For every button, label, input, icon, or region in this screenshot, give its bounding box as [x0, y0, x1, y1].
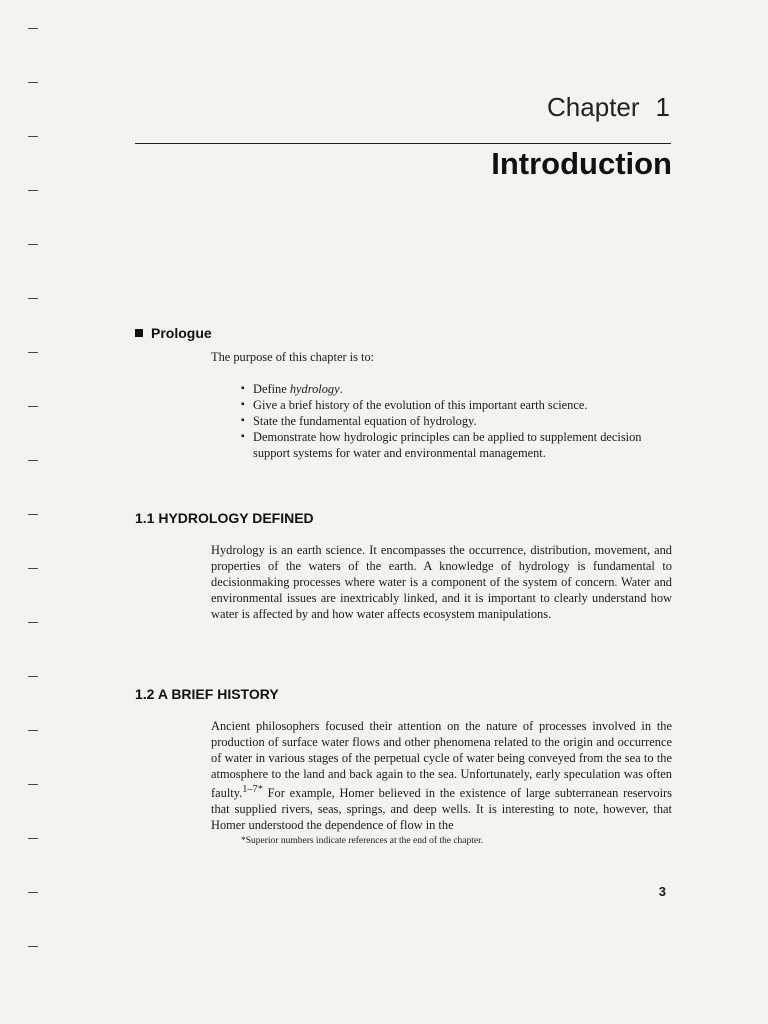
binder-mark: [28, 514, 38, 515]
list-item: [241, 381, 681, 397]
binder-mark: [28, 406, 38, 407]
reference-superscript: 1–7*: [242, 784, 263, 795]
binder-mark: [28, 460, 38, 461]
binder-mark: [28, 676, 38, 677]
binder-mark: [28, 352, 38, 353]
binder-mark: [28, 190, 38, 191]
bullet-define-text: Define hydrology.: [253, 382, 343, 396]
prologue-heading-text: Prologue: [151, 325, 212, 341]
prologue-intro: The purpose of this chapter is to:: [211, 350, 375, 364]
list-item: ▪ Demonstrate how hydrologic principles can be applied to supplement decision support systems for water and environmental management.: [241, 429, 681, 461]
square-bullet-icon: [135, 329, 143, 337]
section-heading-1-1: 1.1 HYDROLOGY DEFINED: [135, 510, 314, 526]
binder-mark: [28, 28, 38, 29]
chapter-title: Introduction: [491, 146, 672, 181]
paragraph-text-before: Ancient philosophers focused their attention on the nature of processes involved in the production of surface water flows and other phenomena related to the origin and occurrence of water in various stages of the perpetual cycle of water being conveyed from the sea to the atmosphere to the land and back again to the sea. Unfortunately, early speculation was often faulty.: [211, 719, 672, 801]
section-1-2-paragraph: [211, 718, 672, 833]
binder-mark: [28, 838, 38, 839]
section-heading-1-2: 1.2 A BRIEF HISTORY: [135, 686, 279, 702]
list-item: ▪ State the fundamental equation of hydrology.: [241, 413, 681, 429]
list-item: ▪ Give a brief history of the evolution of this important earth science.: [241, 397, 681, 413]
chapter-word: Chapter: [547, 92, 640, 122]
section-1-1-paragraph: Hydrology is an earth science. It encompasses the occurrence, distribution, movement, and properties of the waters of the earth. A knowledge of hydrology is fundamental to decisionmaking processes where water is a component of the system of concern. Water and environmental issues are inextricably linked, and it is important to clearly understand how water is affected by and how water affects ecosystem manipulations.: [211, 543, 672, 621]
binder-mark: [28, 298, 38, 299]
binder-mark: [28, 568, 38, 569]
binder-margin: [0, 0, 40, 1024]
chapter-rule: [135, 143, 671, 144]
binder-mark: [28, 622, 38, 623]
paragraph-text-after: For example, Homer believed in the existence of large subterranean reservoirs that supplied rivers, seas, springs, and deep wells. It is interesting to note, however, that Homer understood the dependence of flow in the: [211, 786, 672, 833]
prologue-bullet-list: [241, 381, 681, 461]
chapter-label: [547, 92, 670, 123]
footnote: *Superior numbers indicate references at the end of the chapter.: [241, 836, 484, 846]
binder-mark: [28, 730, 38, 731]
binder-mark: [28, 82, 38, 83]
binder-mark: [28, 892, 38, 893]
page-number: 3: [658, 884, 666, 899]
binder-mark: [28, 244, 38, 245]
binder-mark: [28, 136, 38, 137]
binder-mark: [28, 946, 38, 947]
prologue-heading: [135, 325, 212, 341]
chapter-number: 1: [655, 92, 670, 122]
binder-mark: [28, 784, 38, 785]
